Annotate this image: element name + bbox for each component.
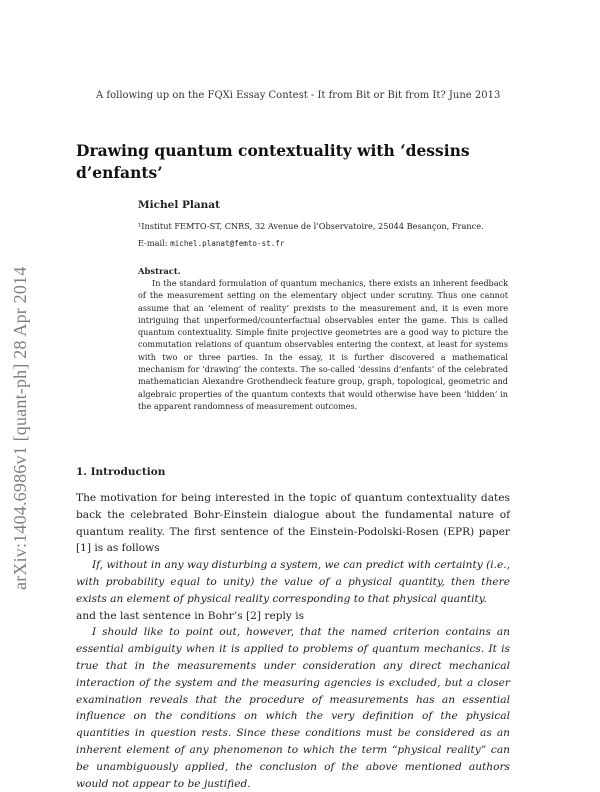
epr-quote: If, without in any way disturbing a system, we can predict with certainty (i.e., with probability equal to unity) the value of a physical quantity, then there exists an element of physical reality corresponding to that physical quantity. <box>76 559 510 605</box>
contest-header: A following up on the FQXi Essay Contest - It from Bit or Bit from It? June 2013 <box>96 90 501 101</box>
paragraph: and the last sentence in Bohr’s [2] reply is <box>76 609 305 622</box>
author-name: Michel Planat <box>138 199 220 211</box>
abstract-heading: Abstract. <box>138 266 181 276</box>
paragraph: The motivation for being interested in the topic of quantum contextuality dates back the celebrated Bohr-Einstein dialogue about the fundamental nature of quantum reality. The first sentence of the Einstein-Podolski-Rosen (EPR) paper [1] is as follows <box>76 492 510 555</box>
abstract-text: In the standard formulation of quantum mechanics, there exists an inherent feedback of the measurement setting on the elementary object under scrutiny. Thus one cannot assume that an ‘element of reality’ prexists to the measurement and, it is even more intriguing that unperformed/counterfactual observables enter the game. This is called quantum contextuality. Simple finite projective geometries are a good way to picture the commutation relations of quantum observables entering the context, at least for systems with two or three parties. In the essay, it is further discovered a mathematical mechanism for ‘drawing’ the contexts. The so-called ‘dessins d’enfants’ of the celebrated mathematician Alexandre Grothendieck feature group, graph, topological, geometric and algebraic properties of the quantum contexts that would otherwise have been ‘hidden’ in the apparent randomness of measurement outcomes. <box>138 278 508 411</box>
email-address: michel.planat@femto-st.fr <box>170 239 285 248</box>
section-heading: 1. Introduction <box>76 466 166 478</box>
bohr-quote: I should like to point out, however, that the named criterion contains an essential ambiguity when it is applied to problems of quantum mechanics. It is true that in the measurements under consideration any direct mechanical interaction of the system and the measuring agencies is excluded, but a closer examination reveals that the procedure of measurements has an essential influence on the conditions on which the very definition of the physical quantities in question rests. Since these conditions must be considered as an inherent element of any phenomenon to which the term “physical reality” can be unambiguously applied, the conclusion of the above mentioned authors would not appear to be justified. <box>76 626 510 790</box>
email-label: E-mail: <box>138 238 171 248</box>
section-body <box>76 490 510 792</box>
author-email <box>138 238 284 248</box>
paper-title: Drawing quantum contextuality with ‘dessins d’enfants’ <box>76 141 470 182</box>
author-affiliation: ¹Institut FEMTO-ST, CNRS, 32 Avenue de l’Observatoire, 25044 Besançon, France. <box>138 221 484 231</box>
arxiv-identifier: arXiv:1404.6986v1 [quant-ph] 28 Apr 2014 <box>10 266 30 590</box>
